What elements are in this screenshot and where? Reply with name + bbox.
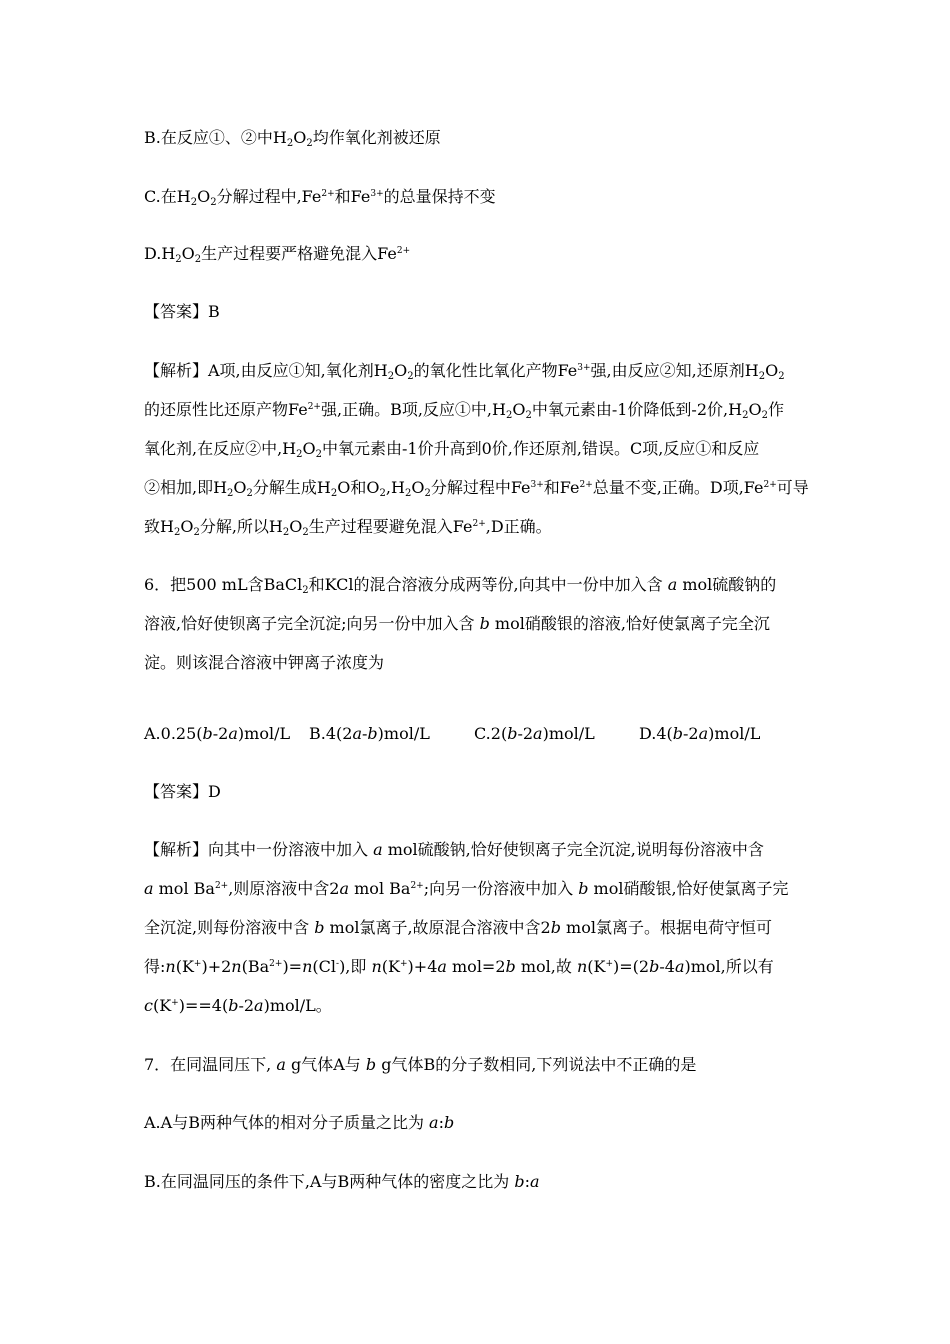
question-6-options: A.0.25(b-2a)mol/L B.4(2a-b)mol/L C.2(b-2a)mol/L D.4(b-2a)mol/L xyxy=(144,724,761,743)
question-6-line: 6．把500 mL含BaCl$_2$和KCl的混合溶液分成两等份,向其中一份中加入含 a mol硫酸钠的 xyxy=(144,575,777,596)
analysis-line: a mol $Ba^{2+}$,则原溶液中含2a mol $Ba^{2+}$;向另一份溶液中加入 b mol硝酸银,恰好使氯离子完 xyxy=(144,879,789,898)
analysis-line: 【解析】向其中一份溶液中加入 a mol硫酸钠,恰好使钡离子完全沉淀,说明每份溶液中含 xyxy=(144,840,764,859)
option-d-line: $D.H_2O_2$生产过程要严格避免混入$Fe^{2+}$ xyxy=(144,244,411,265)
analysis-line: 得$:n(K^+)+2n(Ba^{2+})=n(Cl^-)$,即 n(K+)+4a mol=2b mol,故 n(K+)=(2b-4a)mol,所以有 xyxy=(144,957,774,976)
analysis-line: 全沉淀,则每份溶液中含 b mol氯离子,故原混合溶液中含2b mol氯离子。根据电荷守恒可 xyxy=(144,918,772,937)
option-b-line: B.在同温同压的条件下,A与B两种气体的密度之比为 b:a xyxy=(144,1172,540,1191)
analysis-line: c(K+)==4(b-2a)mol/L。 xyxy=(144,996,332,1015)
analysis-line: 氧化剂,在反应②中$,H_2O_2$中氧元素由-1价升高到0价,作还原剂,错误。C项,反应①和反应 xyxy=(144,439,760,460)
answer-line: 【答案】D xyxy=(144,782,221,801)
answer-line: 【答案】B xyxy=(144,302,220,321)
analysis-line: 【解析】A项,由反应①知,氧化剂$H_2O_2$的氧化性比氧化产物$Fe^{3+}$强,由反应②知,还原剂$H_2O_2$ xyxy=(144,361,785,382)
analysis-line: 的还原性比还原产物$Fe^{2+}$强,正确。B项,反应①中$,H_2O_2$中氧元素由-1价降低到-2价$,H_2O_2$作 xyxy=(144,400,784,421)
option-a-line: A.A与B两种气体的相对分子质量之比为 a:b xyxy=(144,1113,455,1132)
question-6-line: 溶液,恰好使钡离子完全沉淀;向另一份中加入含 b mol硝酸银的溶液,恰好使氯离子完全沉 xyxy=(144,614,770,633)
analysis-line: 致$H_2O_2$分解,所以$H_2O_2$生产过程要避免混入$Fe^{2+},D$正确。 xyxy=(144,517,552,538)
question-6-line: 淀。则该混合溶液中钾离子浓度为 xyxy=(144,653,385,672)
analysis-line: ②相加,即$H_2O_2$分解生成$H_2O$和$O_2,H_2O_2$分解过程中$Fe^{3+}$和$Fe^{2+}$总量不变,正确。D项$,Fe^{2+}$可导 xyxy=(144,478,809,499)
question-7-line: 7．在同温同压下, a g气体A与 b g气体B的分子数相同,下列说法中不正确的是 xyxy=(144,1055,697,1074)
option-b-line: B.在反应①、②中$H_2O_2$均作氧化剂被还原 xyxy=(144,128,441,149)
option-c-line: C.在$H_2O_2$分解过程中$,Fe^{2+}$和$Fe^{3+}$的总量保持不变 xyxy=(144,187,496,208)
